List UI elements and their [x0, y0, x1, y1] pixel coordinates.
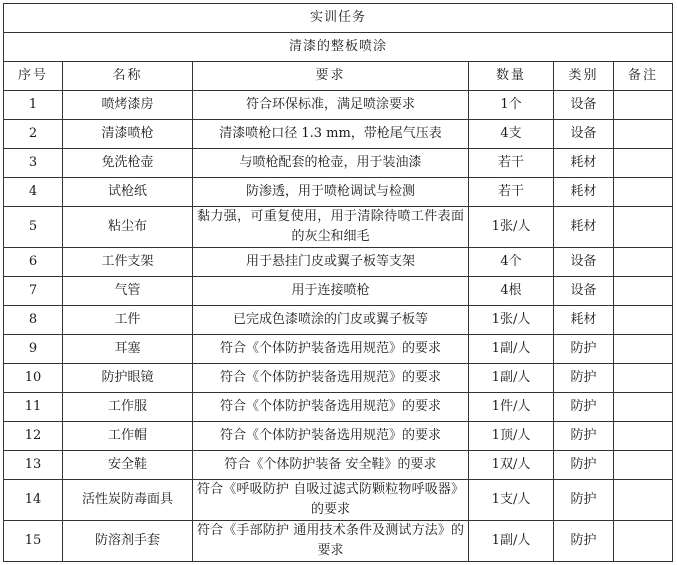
table-row — [4, 335, 673, 364]
table-row — [4, 178, 673, 207]
table-row — [4, 393, 673, 422]
row-category: 防护 — [554, 521, 614, 562]
row-name: 工件 — [63, 306, 193, 335]
header-requirement: 要求 — [193, 62, 469, 91]
row-category: 耗材 — [554, 306, 614, 335]
header-category: 类别 — [554, 62, 614, 91]
table-row — [4, 422, 673, 451]
row-category: 防护 — [554, 480, 614, 521]
row-remark — [614, 149, 673, 178]
row-index: 14 — [4, 480, 63, 521]
header-remark: 备注 — [614, 62, 673, 91]
header-name: 名称 — [63, 62, 193, 91]
row-requirement: 已完成色漆喷涂的门皮或翼子板等 — [193, 306, 469, 335]
row-quantity: 1支/人 — [469, 480, 554, 521]
row-quantity: 4根 — [469, 277, 554, 306]
row-name: 活性炭防毒面具 — [63, 480, 193, 521]
table-title: 实训任务 — [4, 4, 673, 33]
row-remark — [614, 248, 673, 277]
row-requirement: 符合《个体防护装备 安全鞋》的要求 — [193, 451, 469, 480]
table-row — [4, 277, 673, 306]
row-remark — [614, 364, 673, 393]
row-index: 11 — [4, 393, 63, 422]
row-remark — [614, 521, 673, 562]
row-remark — [614, 207, 673, 248]
row-remark — [614, 393, 673, 422]
row-index: 10 — [4, 364, 63, 393]
row-name: 防护眼镜 — [63, 364, 193, 393]
row-quantity: 1件/人 — [469, 393, 554, 422]
row-name: 工作服 — [63, 393, 193, 422]
row-requirement: 符合《手部防护 通用技术条件及测试方法》的要求 — [193, 521, 469, 562]
table-row — [4, 149, 673, 178]
row-requirement: 与喷枪配套的枪壶，用于装油漆 — [193, 149, 469, 178]
table-row — [4, 120, 673, 149]
row-name: 工件支架 — [63, 248, 193, 277]
row-index: 5 — [4, 207, 63, 248]
header-row — [4, 62, 673, 91]
row-requirement: 符合《呼吸防护 自吸过滤式防颗粒物呼吸器》的要求 — [193, 480, 469, 521]
table-row — [4, 248, 673, 277]
row-index: 1 — [4, 91, 63, 120]
row-category: 防护 — [554, 364, 614, 393]
row-requirement: 黏力强，可重复使用，用于清除待喷工件表面的灰尘和细毛 — [193, 207, 469, 248]
table-row — [4, 451, 673, 480]
row-quantity: 1双/人 — [469, 451, 554, 480]
row-requirement: 防渗透，用于喷枪调试与检测 — [193, 178, 469, 207]
row-quantity: 若干 — [469, 178, 554, 207]
row-remark — [614, 306, 673, 335]
row-name: 防溶剂手套 — [63, 521, 193, 562]
row-name: 试枪纸 — [63, 178, 193, 207]
task-table-container — [3, 3, 673, 562]
table-row — [4, 521, 673, 562]
row-category: 耗材 — [554, 178, 614, 207]
row-category: 耗材 — [554, 149, 614, 178]
row-requirement: 符合环保标准，满足喷涂要求 — [193, 91, 469, 120]
row-name: 工作帽 — [63, 422, 193, 451]
row-quantity: 4个 — [469, 248, 554, 277]
row-index: 15 — [4, 521, 63, 562]
table-subtitle: 清漆的整板喷涂 — [4, 33, 673, 62]
row-quantity: 1副/人 — [469, 521, 554, 562]
row-category: 设备 — [554, 248, 614, 277]
table-row — [4, 207, 673, 248]
row-quantity: 1张/人 — [469, 306, 554, 335]
row-index: 13 — [4, 451, 63, 480]
row-index: 2 — [4, 120, 63, 149]
table-row — [4, 91, 673, 120]
row-quantity: 4支 — [469, 120, 554, 149]
table-row — [4, 480, 673, 521]
task-table — [3, 3, 673, 562]
row-index: 6 — [4, 248, 63, 277]
row-name: 免洗枪壶 — [63, 149, 193, 178]
row-requirement: 用于连接喷枪 — [193, 277, 469, 306]
row-requirement: 符合《个体防护装备选用规范》的要求 — [193, 364, 469, 393]
row-requirement: 清漆喷枪口径 1.3 mm，带枪尾气压表 — [193, 120, 469, 149]
row-category: 防护 — [554, 451, 614, 480]
row-index: 4 — [4, 178, 63, 207]
row-requirement: 符合《个体防护装备选用规范》的要求 — [193, 393, 469, 422]
row-remark — [614, 451, 673, 480]
row-quantity: 1副/人 — [469, 364, 554, 393]
row-quantity: 若干 — [469, 149, 554, 178]
row-remark — [614, 480, 673, 521]
row-category: 防护 — [554, 393, 614, 422]
row-quantity: 1张/人 — [469, 207, 554, 248]
row-name: 粘尘布 — [63, 207, 193, 248]
row-name: 耳塞 — [63, 335, 193, 364]
row-remark — [614, 178, 673, 207]
row-index: 8 — [4, 306, 63, 335]
header-quantity: 数量 — [469, 62, 554, 91]
row-remark — [614, 422, 673, 451]
row-name: 喷烤漆房 — [63, 91, 193, 120]
row-quantity: 1个 — [469, 91, 554, 120]
row-category: 防护 — [554, 422, 614, 451]
row-name: 清漆喷枪 — [63, 120, 193, 149]
table-row — [4, 364, 673, 393]
row-category: 设备 — [554, 91, 614, 120]
row-category: 设备 — [554, 120, 614, 149]
row-name: 安全鞋 — [63, 451, 193, 480]
row-index: 7 — [4, 277, 63, 306]
row-requirement: 符合《个体防护装备选用规范》的要求 — [193, 335, 469, 364]
row-index: 3 — [4, 149, 63, 178]
row-requirement: 用于悬挂门皮或翼子板等支架 — [193, 248, 469, 277]
row-quantity: 1副/人 — [469, 335, 554, 364]
row-name: 气管 — [63, 277, 193, 306]
row-category: 防护 — [554, 335, 614, 364]
row-category: 设备 — [554, 277, 614, 306]
row-remark — [614, 335, 673, 364]
table-row — [4, 306, 673, 335]
row-remark — [614, 91, 673, 120]
row-index: 9 — [4, 335, 63, 364]
header-index: 序号 — [4, 62, 63, 91]
row-requirement: 符合《个体防护装备选用规范》的要求 — [193, 422, 469, 451]
row-index: 12 — [4, 422, 63, 451]
row-quantity: 1顶/人 — [469, 422, 554, 451]
row-remark — [614, 120, 673, 149]
row-category: 耗材 — [554, 207, 614, 248]
row-remark — [614, 277, 673, 306]
